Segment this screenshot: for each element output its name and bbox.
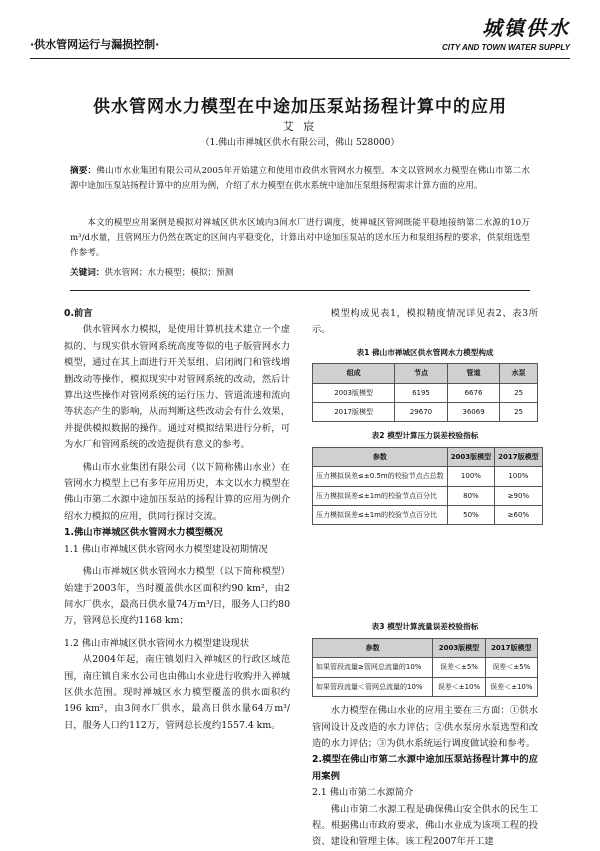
journal-name-en: CITY AND TOWN WATER SUPPLY	[441, 43, 570, 52]
table-cell: 80%	[447, 486, 494, 505]
intro-paragraph-1: 供水管网水力模拟，是使用计算机技术建立一个虚拟的、与现实供水管网系统高度等似的电子版管网水力模型，通过在其上面进行开关泵组、启闭阀门和管线增删改动等操作，模拟现实中对管网系统的改动，然后计算出这些操作对管网系统的运行压力、管道流速和流向等状态产生的影响，从而判断这些改动会有什么效果，并提供模拟数据的操作。通过对模拟结果进行分析，可为水厂和管网系统的改造提供有意义的参考。	[64, 324, 290, 451]
table-cell: 压力模拟误差≤±1m的校验节点百分比	[313, 486, 448, 505]
section-2-1-heading: 2.1 佛山市第二水源简介	[312, 787, 414, 799]
table-header-cell: 参数	[313, 638, 433, 657]
table-cell: 如果管段流量≥管网总流量的10%	[313, 658, 433, 677]
section-header: ·供水管网运行与漏损控制·	[30, 38, 160, 51]
table-cell: 25	[500, 403, 538, 422]
applications-paragraph: 水力模型在佛山水业的应用主要在三方面：①供水管网设计及改造的水力评估；②供水泵房水泵选型和改造的水力评估；③为供水系统运行调度做试验和参考。	[312, 705, 538, 749]
table-cell: 50%	[447, 506, 494, 525]
section-1-heading: 1.佛山市禅城区供水管网水力模型概况	[64, 527, 223, 539]
table-cell: 压力模拟误差≤±1m的校验节点百分比	[313, 506, 448, 525]
table-row	[313, 486, 543, 505]
table-header-cell: 参数	[313, 447, 448, 466]
table-cell: 100%	[447, 467, 494, 486]
abstract-text: 佛山市水业集团有限公司从2005年开始建立和使用市政供水管网水力模型。本文以管网水力模型在佛山市第二水源中途加压泵站扬程计算中的应用为例，介绍了水力模型在供水系统中途加压泵组扬程需求计算方面的应用。	[70, 166, 530, 191]
table-cell: ≥90%	[495, 486, 542, 505]
table-cell: 误差＜±10%	[485, 677, 537, 696]
table-row	[313, 658, 538, 677]
table-header-cell: 节点	[395, 364, 448, 383]
abstract-label: 摘要：	[70, 166, 97, 176]
table-header-cell: 管道	[447, 364, 500, 383]
table-cell: 误差＜±5%	[433, 658, 485, 677]
keywords	[70, 266, 530, 281]
section-2-1-paragraph: 佛山市第二水源工程是确保佛山安全供水的民生工程。根据佛山市政府要求，佛山水业成为该项工程的投资、建设和管理主体。该工程2007年开工建	[312, 803, 538, 848]
intro-paragraph-2: 佛山市水业集团有限公司（以下简称佛山水业）在管网水力模型上已有多年应用历史，本文以水力模型在佛山市第二水源中途加压泵站的扬程计算的应用为例介绍水力模拟的应用，供同行探讨交流。	[64, 461, 290, 522]
table-header-cell: 2017版模型	[495, 447, 542, 466]
table-header-cell: 组成	[313, 364, 395, 383]
table-3	[312, 638, 538, 697]
tables-intro: 模型构成见表1，模拟精度情况详见表2、表3所示。	[312, 308, 538, 336]
author: 艾 宸	[282, 120, 318, 133]
journal-logo	[442, 12, 570, 52]
affiliation: （1.佛山市禅城区供水有限公司，佛山 528000）	[200, 138, 400, 148]
table-header-cell: 水泵	[500, 364, 538, 383]
table-row	[313, 467, 543, 486]
section-1-1-heading: 1.1 佛山市禅城区供水管网水力模型建设初期情况	[64, 543, 268, 555]
table-row	[313, 506, 543, 525]
table-cell: 6676	[447, 383, 500, 402]
table-row	[313, 403, 538, 422]
table-cell: 36069	[447, 403, 500, 422]
table-header-cell: 2003版模型	[447, 447, 494, 466]
table-header-cell: 2017版模型	[485, 638, 537, 657]
keywords-text: 供水管网；水力模型；模拟；预测	[104, 268, 234, 278]
section-0-heading: 0.前言	[64, 308, 93, 319]
table-2	[312, 447, 543, 526]
table-row	[313, 677, 538, 696]
table-cell: 误差＜±10%	[433, 677, 485, 696]
table-1	[312, 363, 538, 422]
table-cell: 如果管段流量＜管网总流量的10%	[313, 677, 433, 696]
table-cell: 误差＜±5%	[485, 658, 537, 677]
paper-title: 供水管网水力模型在中途加压泵站扬程计算中的应用	[93, 97, 507, 117]
section-1-1-paragraph: 佛山市禅城区供水管网水力模型（以下简称模型）始建于2003年，当时覆盖供水区面积约90 km²，由2间水厂供水，最高日供水量74万m³/日，服务人口约80万，管网总长度约1168 km；	[64, 566, 290, 627]
right-column	[312, 306, 538, 851]
left-column	[64, 306, 290, 734]
table-cell: 压力模拟误差≤±0.5m的校验节点占总数	[313, 467, 448, 486]
journal-name-cn: 城镇供水	[482, 16, 570, 40]
abstract	[70, 164, 530, 194]
table-cell: 2017版模型	[313, 403, 395, 422]
table-header-cell: 2003版模型	[433, 638, 485, 657]
table-cell: 100%	[495, 467, 542, 486]
table-1-caption: 表1 佛山市禅城区供水管网水力模型构成	[356, 347, 494, 357]
section-1-2-paragraph: 从2004年起，南庄镇划归入禅城区的行政区域范围，南庄镇自来水公司也由佛山水业进行收购并入禅城区供水范围。现时禅城区水力模型覆盖的供水面积约196 km²，由3间水厂供水，最高日供水量64万m³/日，服务人口约112万，管网总长度约1557.4 km。	[64, 654, 290, 731]
table-cell: ≥60%	[495, 506, 542, 525]
table-cell: 2003版模型	[313, 383, 395, 402]
section-1-2-heading: 1.2 佛山市禅城区供水管网水力模型建设现状	[64, 637, 250, 649]
table-cell: 25	[500, 383, 538, 402]
keywords-label: 关键词：	[70, 268, 105, 278]
table-2-caption: 表2 模型计算压力误差校验指标	[371, 431, 479, 441]
table-row	[313, 383, 538, 402]
header-rule	[30, 58, 570, 59]
abstract-rule	[70, 290, 530, 291]
table-cell: 29670	[395, 403, 448, 422]
section-2-heading: 2.模型在佛山市第二水源中途加压泵站扬程计算中的应用案例	[312, 754, 538, 782]
table-cell: 6195	[395, 383, 448, 402]
table-3-caption: 表3 模型计算流量误差校验指标	[371, 622, 479, 632]
abstract-text-2: 本文的模型应用案例是模拟对禅城区供水区域内3间水厂进行调度，使禅城区管网既能平稳地接纳第二水源的10万m³/d水量，且管网压力仍然在既定的区间内平稳变化，计算出对中途加压泵站的送水压力和泵组扬程的要求，供泵组选型作参考。	[70, 218, 530, 258]
